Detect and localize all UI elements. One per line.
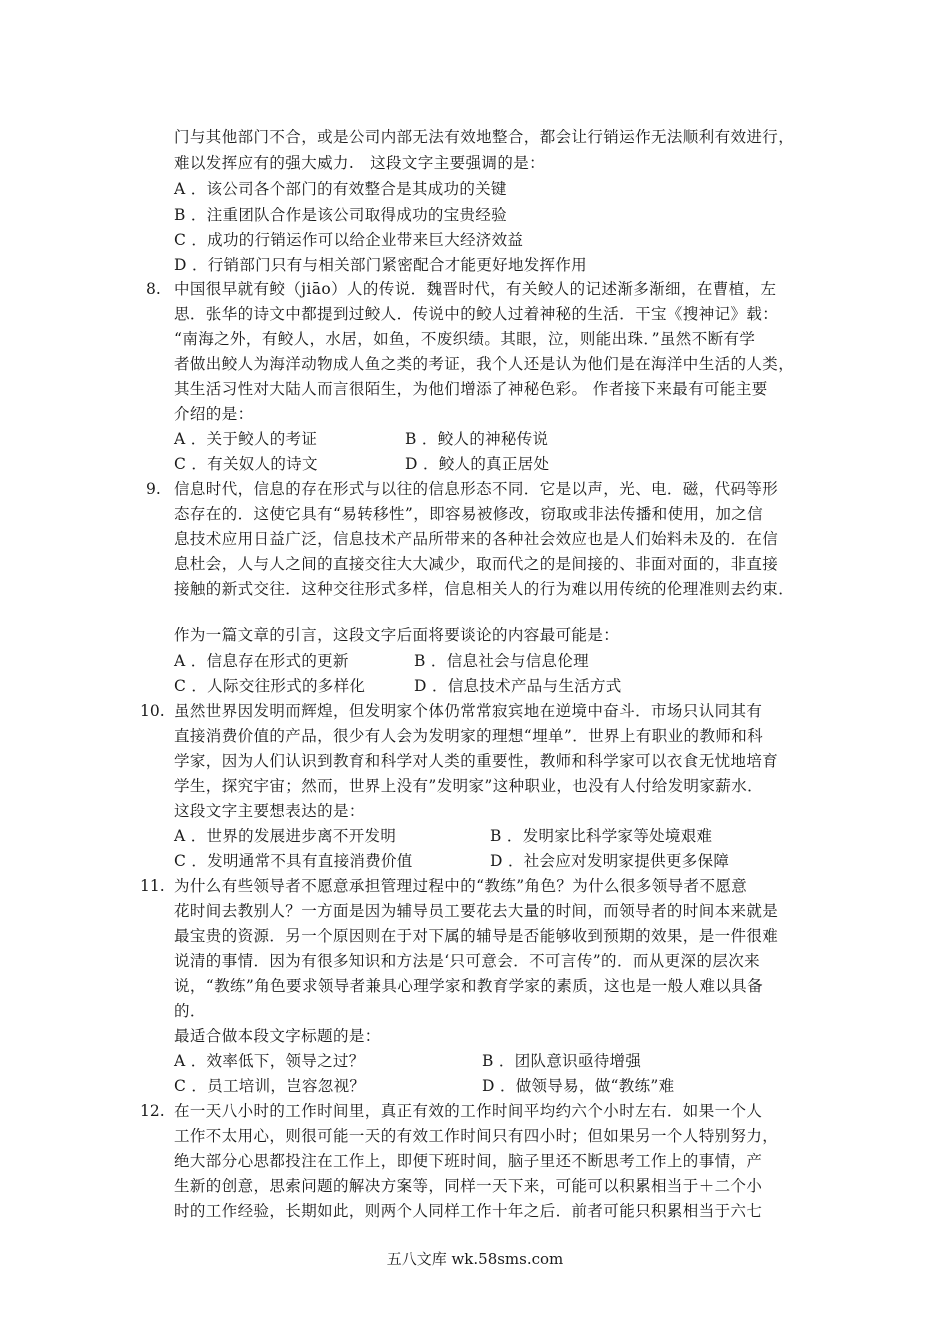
question-text: 说，“教练”角色要求领导者兼具心理学家和教育学家的素质，这也是一般人难以具备 <box>174 977 764 995</box>
q8-option-b: B ．鲛人的神秘传说 <box>405 430 549 448</box>
question-text: 接触的新式交往．这种交往形式多样，信息相关人的行为难以用传统的伦理准则去约束． <box>174 580 795 598</box>
question-prompt: 最适合做本段文字标题的是： <box>174 1027 381 1045</box>
question-prompt: 这段文字主要想表达的是： <box>174 802 365 820</box>
intro-line: 难以发挥应有的强大威力. 这段文字主要强调的是： <box>174 154 546 172</box>
question-text: “南海之外，有鲛人，水居，如鱼，不废织绩。其眼，泣，则能出珠．”虽然不断有学 <box>174 330 756 348</box>
intro-option-a: A ．该公司各个部门的有效整合是其成功的关键 <box>174 180 507 198</box>
question-text: 息杜会，人与人之间的直接交往大大减少，取而代之的是间接的、非面对面的，非直接 <box>174 555 779 573</box>
question-text: 思．张华的诗文中都提到过鲛人．传说中的鲛人过着神秘的生活．干宝《搜神记》载： <box>174 305 779 323</box>
q10-option-d: D ．社会应对发明家提供更多保障 <box>490 852 730 870</box>
question-text: 绝大部分心思都投注在工作上，即便下班时间，脑子里还不断思考工作上的事情，产 <box>174 1152 763 1170</box>
question-number: 10. <box>140 702 165 720</box>
question-text: 说清的事情．因为有很多知识和方法是‘只可意会．不可言传”的．而从更深的层次来 <box>174 952 761 970</box>
question-text: 息技术应用日益广泛，信息技术产品所带来的各种社会效应也是人们始料未及的．在信 <box>174 530 779 548</box>
q9-option-c: C ．人际交往形式的多样化 <box>174 677 366 695</box>
q10-option-b: B ．发明家比科学家等处境艰难 <box>490 827 713 845</box>
question-text: 者做出鲛人为海洋动物成人鱼之类的考证，我个人还是认为他们是在海洋中生活的人类， <box>174 355 795 373</box>
q9-option-a: A ．信息存在形式的更新 <box>174 652 349 670</box>
question-text: 直接消费价值的产品，很少有人会为发明家的理想“埋单”．世界上有职业的教师和科 <box>174 727 764 745</box>
question-text: 学家，因为人们认识到教育和科学对人类的重要性，教师和科学家可以衣食无忧地培育 <box>174 752 779 770</box>
q9-option-d: D ．信息技术产品与生活方式 <box>414 677 622 695</box>
intro-option-c: C ．成功的行销运作可以给企业带来巨大经济效益 <box>174 231 524 249</box>
q8-option-d: D ．鲛人的真正居处 <box>405 455 550 473</box>
q11-option-c: C ．员工培训，岂容忽视？ <box>174 1077 366 1095</box>
intro-option-d: D ．行销部门只有与相关部门紧密配合才能更好地发挥作用 <box>174 256 587 274</box>
question-text: 态存在的．这使它具有“易转移性”，即容易被修改，窃取或非法传播和使用，加之信 <box>174 505 764 523</box>
page-footer: 五八文库 wk.58sms.com <box>386 1250 564 1268</box>
q11-option-a: A ．效率低下，领导之过？ <box>174 1052 365 1070</box>
question-text: 学生，探究宇宙；然而，世界上没有”发明家”这种职业，也没有人付给发明家薪水． <box>174 777 764 795</box>
intro-option-b: B ．注重团队合作是该公司取得成功的宝贵经验 <box>174 206 507 224</box>
question-number: 12. <box>140 1102 165 1120</box>
q8-option-a: A ．关于鲛人的考证 <box>174 430 318 448</box>
q10-option-a: A ．世界的发展进步离不开发明 <box>174 827 397 845</box>
question-text: 工作不太用心，则很可能一天的有效工作时间只有四小时；但如果另一个人特别努力， <box>174 1127 779 1145</box>
question-text: 在一天八小时的工作时间里，真正有效的工作时间平均约六个小时左右．如果一个人 <box>174 1102 763 1120</box>
question-text: 为什么有些领导者不愿意承担管理过程中的“教练”角色？为什么很多领导者不愿意 <box>174 877 748 895</box>
question-text: 最宝贵的资源．另一个原因则在于对下属的辅导是否能够收到预期的效果，是一件很难 <box>174 927 779 945</box>
q10-option-c: C ．发明通常不具有直接消费价值 <box>174 852 413 870</box>
question-number: 11. <box>140 877 165 895</box>
question-text: 其生活习性对大陆人而言很陌生，为他们增添了神秘色彩。 作者接下来最有可能主要 <box>174 380 768 398</box>
q11-option-b: B ．团队意识亟待增强 <box>482 1052 642 1070</box>
question-number: 8. <box>146 280 161 298</box>
question-text: 花时间去教别人？一方面是因为辅导员工要花去大量的时间，而领导者的时间本来就是 <box>174 902 779 920</box>
question-number: 9. <box>146 480 161 498</box>
question-text: 信息时代，信息的存在形式与以往的信息形态不同．它是以声，光、电．磁，代码等形 <box>174 480 779 498</box>
question-text: 时的工作经验，长期如此，则两个人同样工作十年之后．前者可能只积累相当于六七 <box>174 1202 763 1220</box>
question-text: 中国很早就有鲛（jiāo）人的传说．魏晋时代，有关鲛人的记述渐多渐细，在曹植，左 <box>174 280 777 298</box>
question-text: 的． <box>174 1002 206 1020</box>
q11-option-d: D ．做领导易，做“教练”难 <box>482 1077 675 1095</box>
question-text: 介绍的是： <box>174 405 254 423</box>
question-prompt: 作为一篇文章的引言，这段文字后面将要谈论的内容最可能是： <box>174 626 620 644</box>
q9-option-b: B ．信息社会与信息伦理 <box>414 652 589 670</box>
q8-option-c: C ．有关奴人的诗文 <box>174 455 318 473</box>
question-text: 生新的创意，思索问题的解决方案等，同样一天下来，可能可以积累相当于＋二个小 <box>174 1177 763 1195</box>
question-text: 虽然世界因发明而辉煌，但发明家个体仍常常寂宾地在逆境中奋斗．市场只认同其有 <box>174 702 763 720</box>
intro-line: 门与其他部门不合，或是公司内部无法有效地整合，都会让行销运作无法顺利有效进行， <box>174 128 795 146</box>
